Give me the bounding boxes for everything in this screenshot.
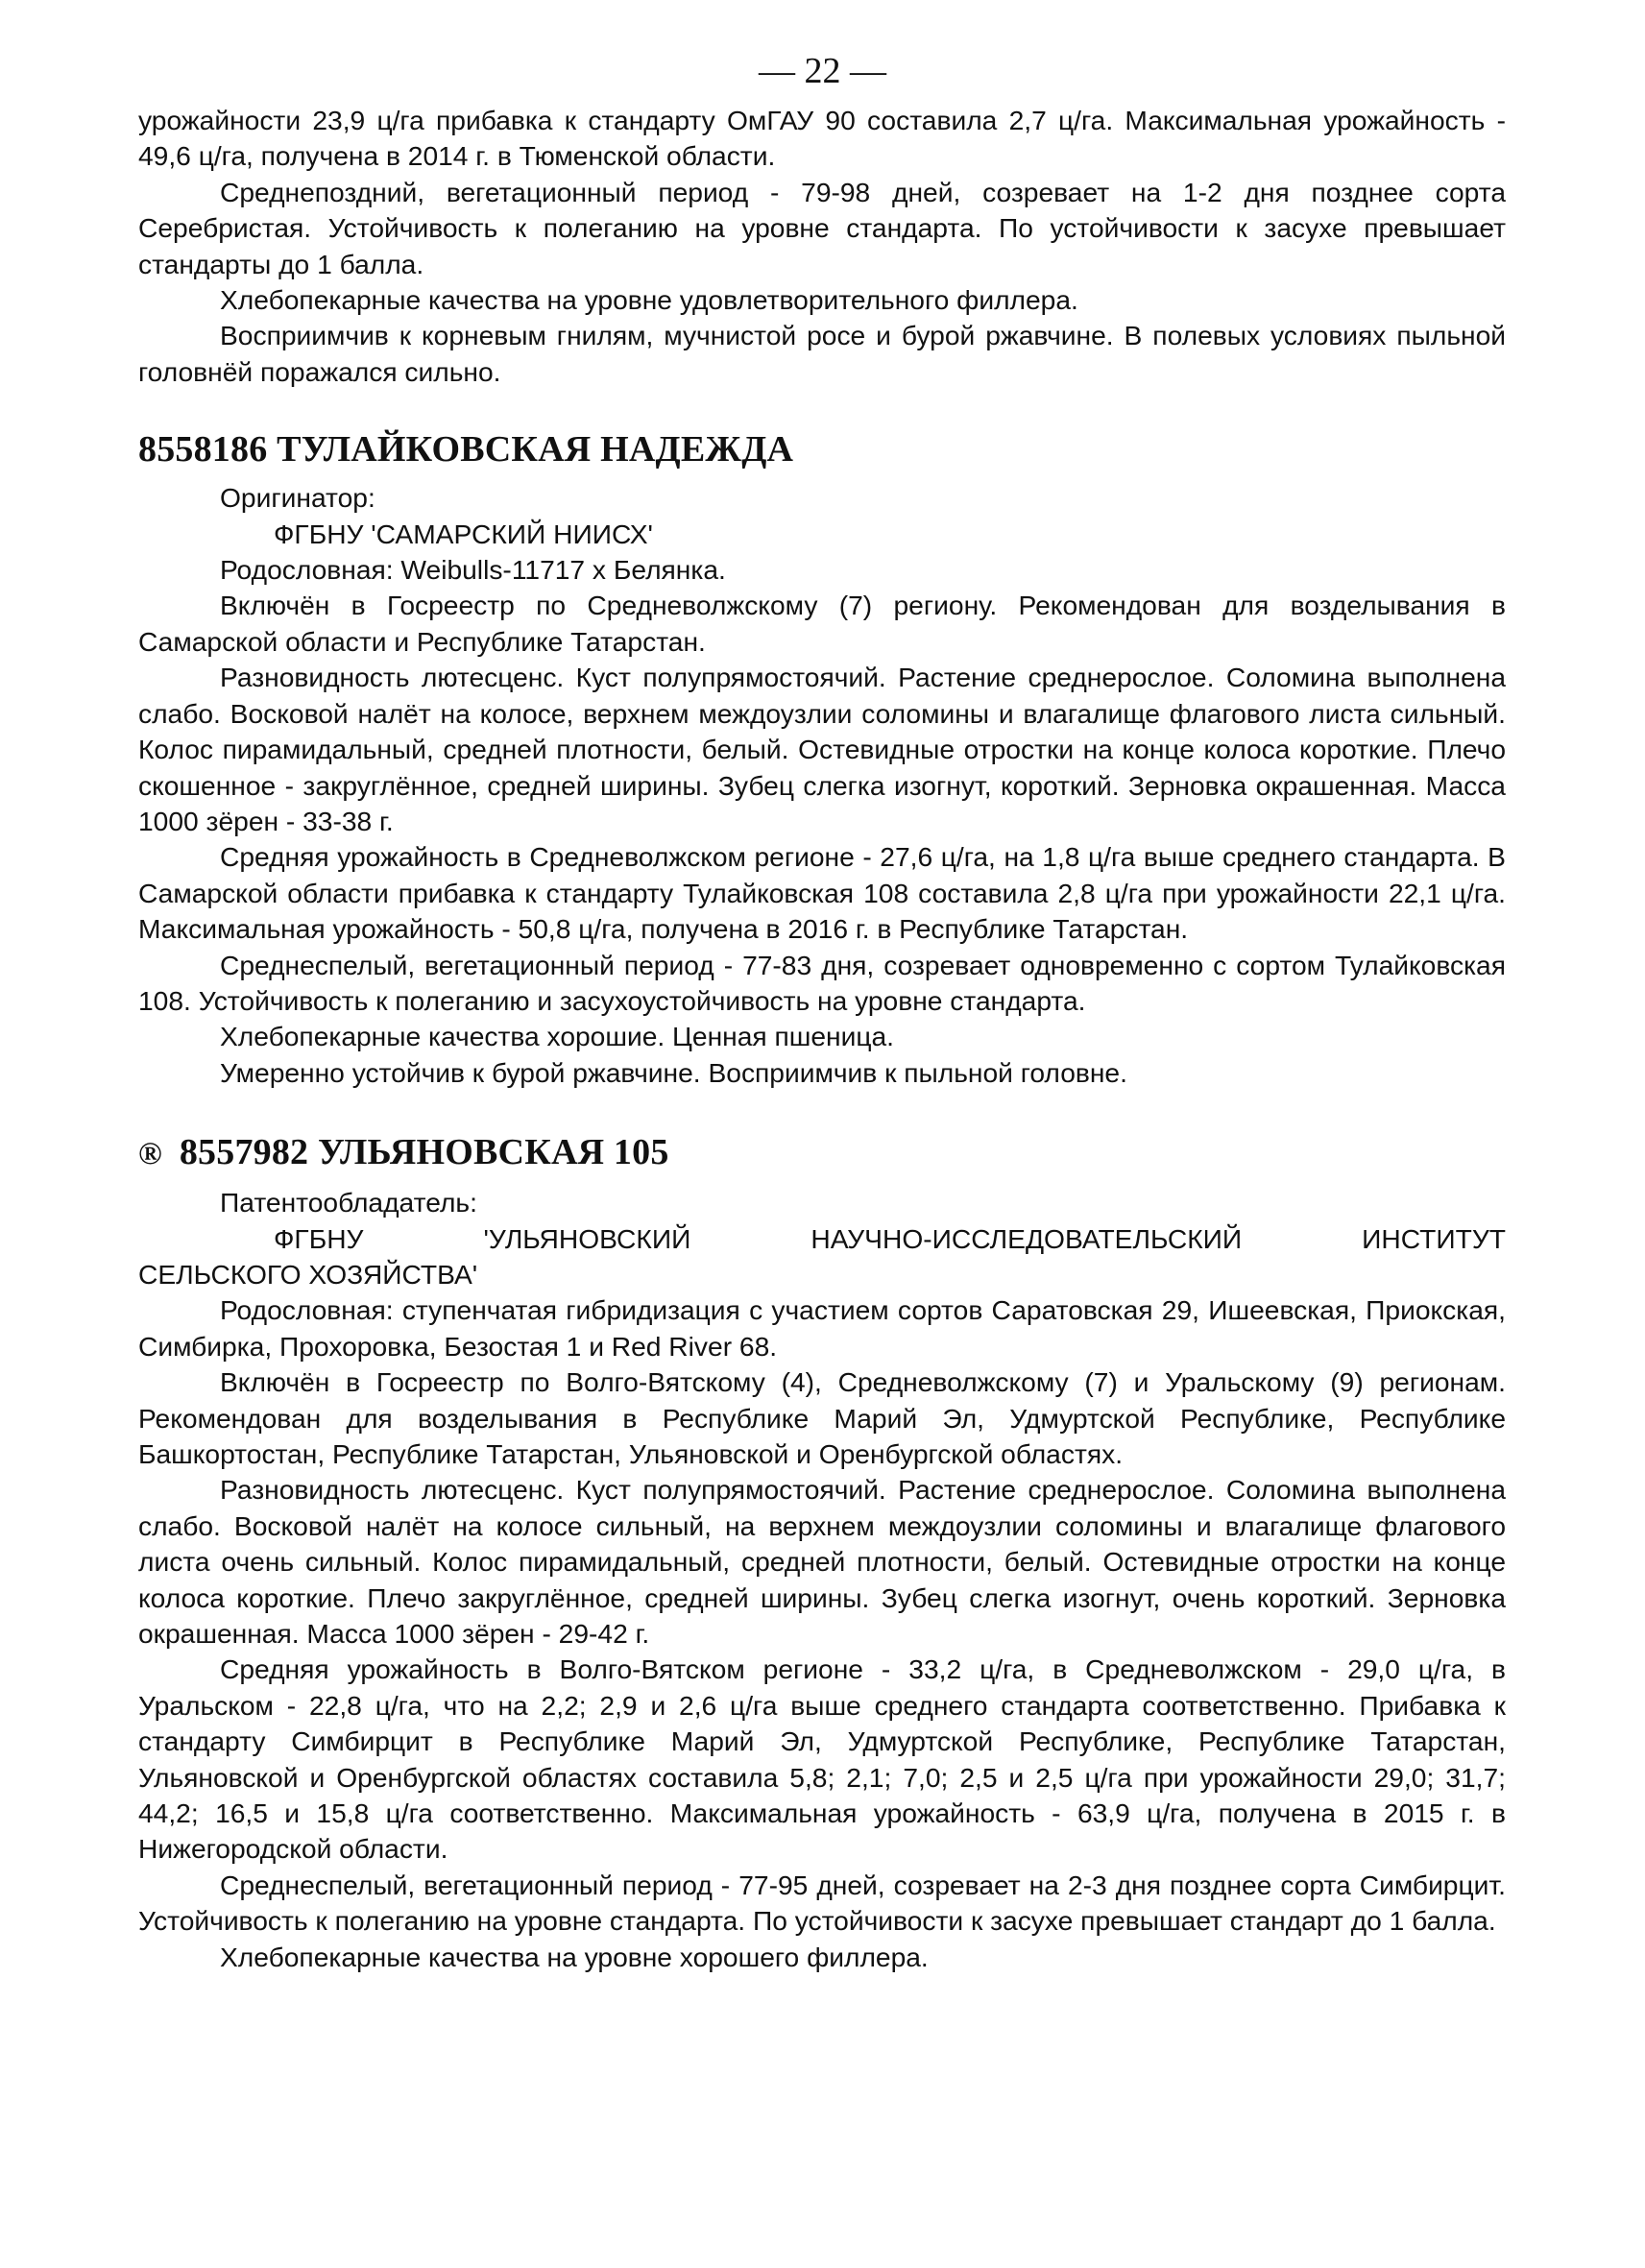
variety-entry-tulaikovskaya bbox=[138, 426, 1506, 1091]
description-paragraph: Разновидность лютесценс. Куст полупрямостоячий. Растение среднерослое. Соломина выполнена слабо. Восковой налёт на колосе сильный, на верхнем междоузлии соломины и влагалище флагового листа очень сильный. Колос пирамидальный, средней плотности, белый. Остевидные отростки на конце колоса короткие. Плечо закруглённое, средней ширины. Зубец слегка изогнут, очень короткий. Зерновка окрашенная. Масса 1000 зёрен - 29-42 г. bbox=[138, 1474, 1506, 1650]
originator-name: ФГБНУ 'САМАРСКИЙ НИИСХ' bbox=[274, 518, 653, 549]
registered-mark-icon: ® bbox=[138, 1137, 162, 1172]
yield-paragraph: Средняя урожайность в Средневолжском регионе - 27,6 ц/га, на 1,8 ц/га выше среднего стандарта. В Самарской области прибавка к стандарту Тулайковская 108 составила 2,8 ц/га при урожайности 22,1 ц/га. Максимальная урожайность - 50,8 ц/га, получена в 2016 г. в Республике Татарстан. bbox=[138, 841, 1506, 945]
variety-entry-ulyanovskaya bbox=[138, 1129, 1506, 1975]
maturity-paragraph: Среднеспелый, вегетационный период - 77-95 дней, созревает на 2-3 дня позднее сорта Симбирцит. Устойчивость к полеганию на уровне стандарта. По устойчивости к засухе превышает стандарт до 1 балла. bbox=[138, 1869, 1506, 1937]
baking-paragraph: Хлебопекарные качества хорошие. Ценная пшеница. bbox=[220, 1021, 895, 1052]
patent-holder-name-line2: СЕЛЬСКОГО ХОЗЯЙСТВА' bbox=[138, 1258, 478, 1290]
pedigree-paragraph: Родословная: Weibulls-11717 х Белянка. bbox=[220, 554, 726, 586]
pedigree-paragraph: Родословная: ступенчатая гибридизация с участием сортов Саратовская 29, Ишеевская, Приокская, Симбирка, Прохоровка, Безостая 1 и Red River 68. bbox=[138, 1294, 1506, 1362]
yield-paragraph: Средняя урожайность в Волго-Вятском регионе - 33,2 ц/га, в Средневолжском - 29,0 ц/га, в Уральском - 22,8 ц/га, что на 2,2; 2,9 и 2,6 ц/га выше среднего стандарта соответственно. Прибавка к стандарту Симбирцит в Республике Марий Эл, Удмуртской Республике, Республике Татарстан, Ульяновской и Оренбургской областях составила 5,8; 2,1; 7,0; 2,5 и 2,5 ц/га при урожайности 29,0; 31,7; 44,2; 16,5 и 15,8 ц/га соответственно. Максимальная урожайность - 63,9 ц/га, получена в 2015 г. в Нижегородской области. bbox=[138, 1653, 1506, 1865]
page-content bbox=[138, 103, 1506, 1975]
baking-paragraph: Хлебопекарные качества на уровне хорошего филлера. bbox=[220, 1941, 929, 1972]
originator-label: Оригинатор: bbox=[220, 482, 375, 514]
variety-heading bbox=[138, 1129, 1506, 1177]
intro-paragraph-maturity: Среднепоздний, вегетационный период - 79-98 дней, созревает на 1-2 дня позднее сорта Серебристая. Устойчивость к полеганию на уровне стандарта. По устойчивости к засухе превышает стандарты до 1 балла. bbox=[138, 176, 1506, 279]
registry-paragraph: Включён в Госреестр по Волго-Вятскому (4), Средневолжскому (7) и Уральскому (9) регионам. Рекомендован для возделывания в Республике Марий Эл, Удмуртской Республике, Республике Башкортостан, Республике Татарстан, Ульяновской и Оренбургской областях. bbox=[138, 1366, 1506, 1469]
registry-paragraph: Включён в Госреестр по Средневолжскому (7) региону. Рекомендован для возделывания в Самарской области и Республике Татарстан. bbox=[138, 590, 1506, 657]
patent-holder-label: Патентообладатель: bbox=[220, 1187, 477, 1218]
intro-paragraph-yield: урожайности 23,9 ц/га прибавка к стандарту ОмГАУ 90 составила 2,7 ц/га. Максимальная урожайность - 49,6 ц/га, получена в 2014 г. в Тюменской области. bbox=[138, 105, 1506, 172]
disease-paragraph: Умеренно устойчив к бурой ржавчине. Восприимчив к пыльной головне. bbox=[220, 1056, 1127, 1088]
intro-section bbox=[138, 103, 1506, 390]
maturity-paragraph: Среднеспелый, вегетационный период - 77-83 дня, созревает одновременно с сортом Тулайковская 108. Устойчивость к полеганию и засухоустойчивость на уровне стандарта. bbox=[138, 949, 1506, 1016]
intro-paragraph-baking: Хлебопекарные качества на уровне удовлетворительного филлера. bbox=[220, 284, 1078, 316]
patent-holder-name-line1: ФГБНУ 'УЛЬЯНОВСКИЙ НАУЧНО-ИССЛЕДОВАТЕЛЬСКИЙ ИНСТИТУТ bbox=[274, 1222, 1506, 1254]
variety-heading: 8558186 ТУЛАЙКОВСКАЯ НАДЕЖДА bbox=[138, 429, 794, 470]
intro-paragraph-disease: Восприимчив к корневым гнилям, мучнистой росе и бурой ржавчине. В полевых условиях пыльной головнёй поражался сильно. bbox=[138, 320, 1506, 387]
page-number: — 22 — bbox=[759, 51, 886, 91]
variety-heading-text: 8557982 УЛЬЯНОВСКАЯ 105 bbox=[179, 1132, 669, 1173]
description-paragraph: Разновидность лютесценс. Куст полупрямостоячий. Растение среднерослое. Соломина выполнена слабо. Восковой налёт на колосе, верхнем междоузлии соломины и влагалище флагового листа сильный. Колос пирамидальный, средней плотности, белый. Остевидные отростки на конце колоса короткие. Плечо скошенное - закруглённое, средней ширины. Зубец слегка изогнут, короткий. Зерновка окрашенная. Масса 1000 зёрен - 33-38 г. bbox=[138, 662, 1506, 836]
